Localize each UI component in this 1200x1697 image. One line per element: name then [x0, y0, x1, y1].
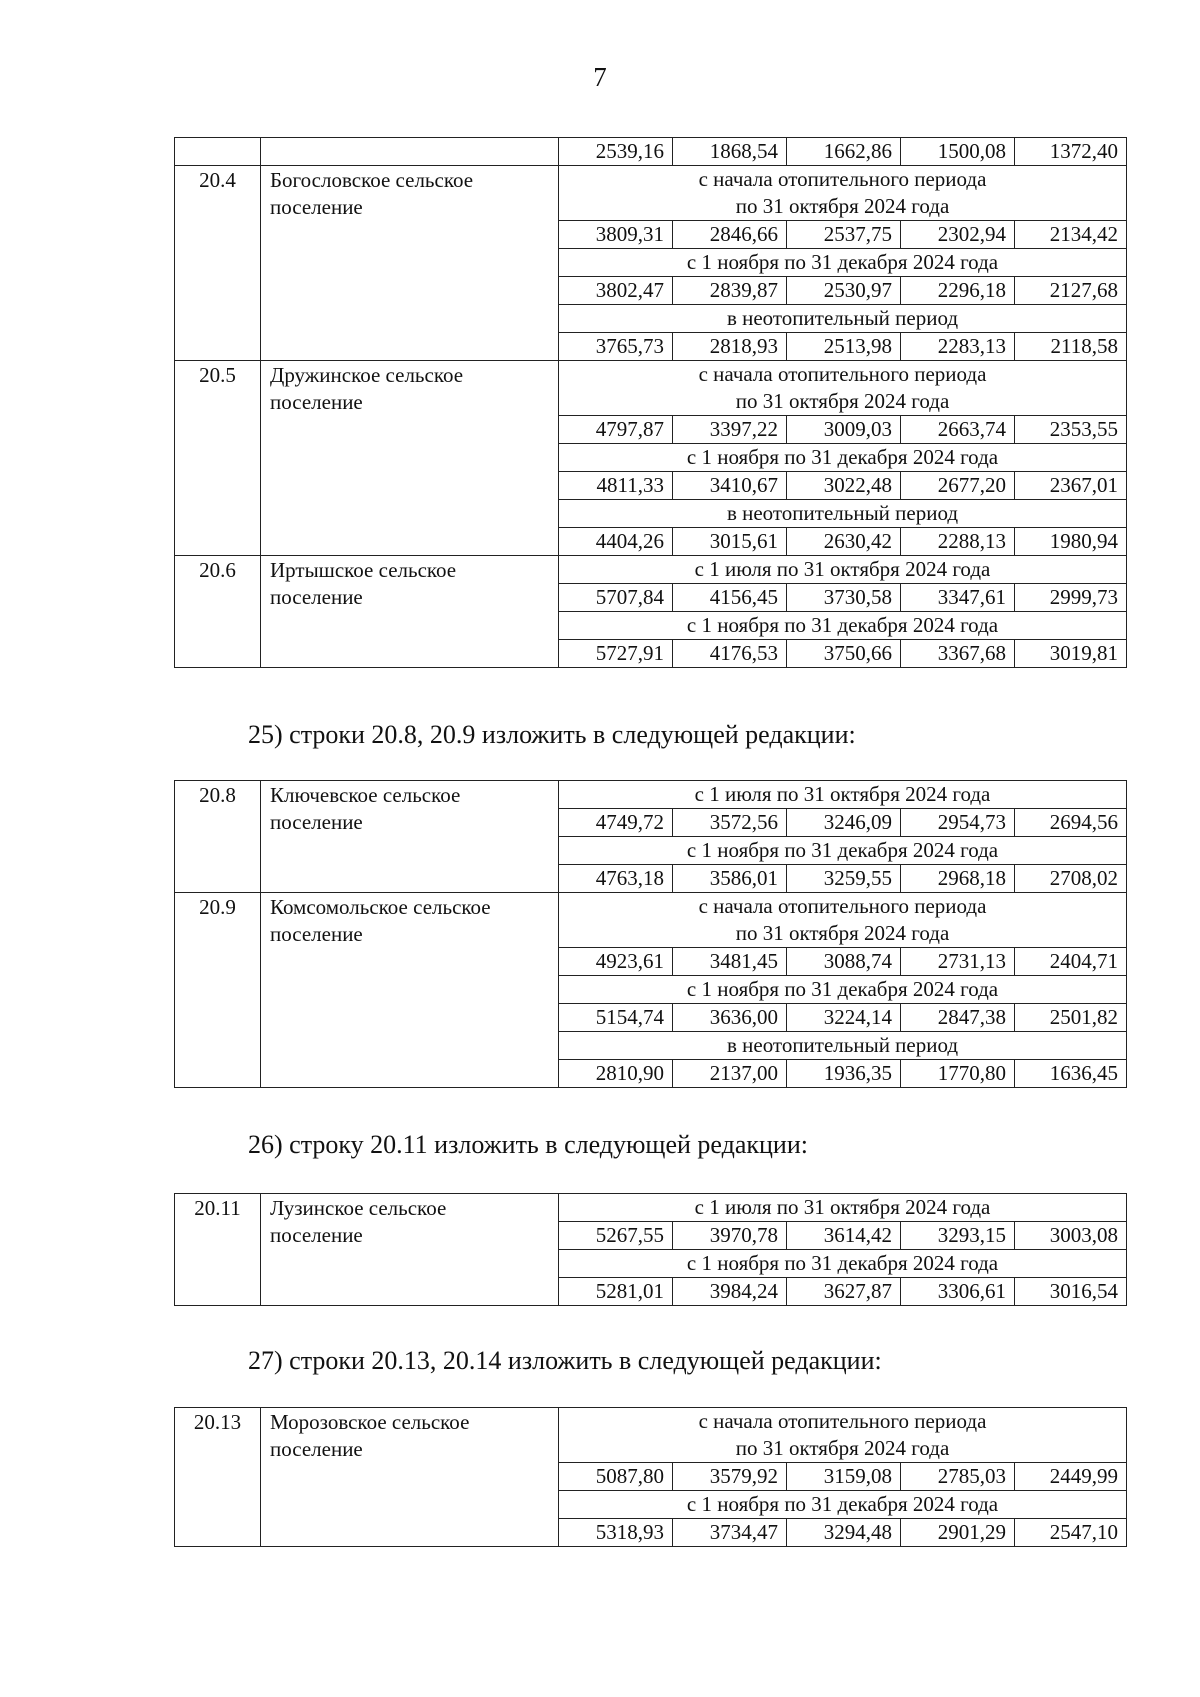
value-cell: 2296,18 — [901, 277, 1015, 305]
value-cell: 4763,18 — [559, 865, 673, 893]
value-cell: 2846,66 — [673, 221, 787, 249]
value-cell: 3003,08 — [1015, 1222, 1127, 1250]
table-row — [175, 781, 1127, 809]
value-cell: 1868,54 — [673, 138, 787, 166]
period-cell — [559, 166, 1127, 221]
settlement-name — [261, 1194, 559, 1306]
value-cell: 3306,61 — [901, 1278, 1015, 1306]
period-cell — [559, 1491, 1127, 1519]
settlement-name-line: Иртышское сельское — [270, 558, 457, 582]
value-cell: 2547,10 — [1015, 1519, 1127, 1547]
period-line: по 31 октября 2024 года — [735, 389, 950, 413]
value-cell: 4156,45 — [673, 584, 787, 612]
value-cell: 2954,73 — [901, 809, 1015, 837]
table-row — [175, 1408, 1127, 1463]
settlement-name-line: поселение — [270, 390, 363, 414]
period-line: с 1 июля по 31 октября 2024 года — [694, 1195, 991, 1219]
period-cell — [559, 837, 1127, 865]
row-number: 20.13 — [175, 1408, 261, 1547]
value-cell: 4749,72 — [559, 809, 673, 837]
period-line: с 1 ноября по 31 декабря 2024 года — [686, 1492, 999, 1516]
value-cell: 2367,01 — [1015, 472, 1127, 500]
period-cell — [559, 444, 1127, 472]
value-cell: 3224,14 — [787, 1004, 901, 1032]
value-cell: 3019,81 — [1015, 640, 1127, 668]
value-cell: 2731,13 — [901, 948, 1015, 976]
period-line: по 31 октября 2024 года — [735, 1436, 950, 1460]
period-line: по 31 октября 2024 года — [735, 921, 950, 945]
period-line: с начала отопительного периода — [698, 362, 987, 386]
settlement-name — [261, 361, 559, 556]
period-line: с начала отопительного периода — [698, 167, 987, 191]
period-cell — [559, 1250, 1127, 1278]
value-cell: 3022,48 — [787, 472, 901, 500]
settlement-name-line: поселение — [270, 585, 363, 609]
value-cell: 2513,98 — [787, 333, 901, 361]
value-cell: 4404,26 — [559, 528, 673, 556]
value-cell: 2302,94 — [901, 221, 1015, 249]
value-cell: 2708,02 — [1015, 865, 1127, 893]
value-cell: 2694,56 — [1015, 809, 1127, 837]
period-line: с начала отопительного периода — [698, 1409, 987, 1433]
empty-cell — [175, 138, 261, 166]
period-line: в неотопительный период — [726, 306, 959, 330]
value-cell: 4797,87 — [559, 416, 673, 444]
value-cell: 5154,74 — [559, 1004, 673, 1032]
settlement-name-line: поселение — [270, 810, 363, 834]
settlement-name — [261, 1408, 559, 1547]
value-cell: 2530,97 — [787, 277, 901, 305]
settlement-name-line: Дружинское сельское — [270, 363, 464, 387]
period-cell — [559, 556, 1127, 584]
value-cell: 3347,61 — [901, 584, 1015, 612]
tariff-table-3 — [174, 1193, 1127, 1306]
value-cell: 1636,45 — [1015, 1060, 1127, 1088]
value-cell: 3088,74 — [787, 948, 901, 976]
value-cell: 2818,93 — [673, 333, 787, 361]
period-cell — [559, 976, 1127, 1004]
period-cell — [559, 612, 1127, 640]
row-number: 20.9 — [175, 893, 261, 1088]
value-cell: 3481,45 — [673, 948, 787, 976]
settlement-name — [261, 893, 559, 1088]
period-line: с 1 июля по 31 октября 2024 года — [694, 782, 991, 806]
period-cell — [559, 1032, 1127, 1060]
period-cell — [559, 1408, 1127, 1463]
period-cell — [559, 249, 1127, 277]
period-line: с 1 ноября по 31 декабря 2024 года — [686, 613, 999, 637]
value-cell: 2449,99 — [1015, 1463, 1127, 1491]
settlement-name-line: Морозовское сельское — [270, 1410, 470, 1434]
value-cell: 2968,18 — [901, 865, 1015, 893]
paragraph-27: 27) строки 20.13, 20.14 изложить в следующей редакции: — [248, 1346, 882, 1375]
value-cell: 1372,40 — [1015, 138, 1127, 166]
table-row — [175, 361, 1127, 416]
settlement-name-line: поселение — [270, 1437, 363, 1461]
settlement-name — [261, 556, 559, 668]
table-row — [175, 893, 1127, 948]
value-cell: 3293,15 — [901, 1222, 1015, 1250]
row-number: 20.8 — [175, 781, 261, 893]
tariff-table-4 — [174, 1407, 1127, 1547]
value-cell: 3730,58 — [787, 584, 901, 612]
value-cell: 2404,71 — [1015, 948, 1127, 976]
value-cell: 3627,87 — [787, 1278, 901, 1306]
settlement-name — [261, 781, 559, 893]
value-cell: 3765,73 — [559, 333, 673, 361]
value-cell: 3015,61 — [673, 528, 787, 556]
value-cell: 3259,55 — [787, 865, 901, 893]
period-line: с начала отопительного периода — [698, 894, 987, 918]
period-line: с 1 ноября по 31 декабря 2024 года — [686, 445, 999, 469]
value-cell: 2663,74 — [901, 416, 1015, 444]
period-line: с 1 ноября по 31 декабря 2024 года — [686, 838, 999, 862]
period-line: с 1 ноября по 31 декабря 2024 года — [686, 977, 999, 1001]
period-cell — [559, 305, 1127, 333]
value-cell: 3750,66 — [787, 640, 901, 668]
settlement-name-line: Богословское сельское — [270, 168, 474, 192]
row-number: 20.4 — [175, 166, 261, 361]
value-cell: 3009,03 — [787, 416, 901, 444]
row-number: 20.11 — [175, 1194, 261, 1306]
settlement-name-line: поселение — [270, 195, 363, 219]
value-cell: 2127,68 — [1015, 277, 1127, 305]
value-cell: 2539,16 — [559, 138, 673, 166]
settlement-name-line: поселение — [270, 922, 363, 946]
tariff-table-1 — [174, 137, 1127, 668]
value-cell: 2283,13 — [901, 333, 1015, 361]
tariff-table-2 — [174, 780, 1127, 1088]
value-cell: 1980,94 — [1015, 528, 1127, 556]
settlement-name-line: Ключевское сельское — [270, 783, 461, 807]
value-cell: 3246,09 — [787, 809, 901, 837]
value-cell: 5087,80 — [559, 1463, 673, 1491]
value-cell: 2353,55 — [1015, 416, 1127, 444]
page-number: 7 — [593, 62, 607, 92]
period-line: по 31 октября 2024 года — [735, 194, 950, 218]
value-cell: 3579,92 — [673, 1463, 787, 1491]
value-cell: 5318,93 — [559, 1519, 673, 1547]
value-cell: 2118,58 — [1015, 333, 1127, 361]
value-cell: 3294,48 — [787, 1519, 901, 1547]
value-cell: 5727,91 — [559, 640, 673, 668]
table-row — [175, 1194, 1127, 1222]
settlement-name-line: поселение — [270, 1223, 363, 1247]
value-cell: 3614,42 — [787, 1222, 901, 1250]
value-cell: 3367,68 — [901, 640, 1015, 668]
value-cell: 2847,38 — [901, 1004, 1015, 1032]
period-cell — [559, 1194, 1127, 1222]
period-line: с 1 июля по 31 октября 2024 года — [694, 557, 991, 581]
period-cell — [559, 500, 1127, 528]
value-cell: 3809,31 — [559, 221, 673, 249]
value-cell: 3572,56 — [673, 809, 787, 837]
value-cell: 5707,84 — [559, 584, 673, 612]
settlement-name-line: Комсомольское сельское — [270, 895, 491, 919]
table-row — [175, 138, 1127, 166]
value-cell: 3636,00 — [673, 1004, 787, 1032]
value-cell: 1500,08 — [901, 138, 1015, 166]
value-cell: 4176,53 — [673, 640, 787, 668]
value-cell: 3397,22 — [673, 416, 787, 444]
value-cell: 3159,08 — [787, 1463, 901, 1491]
value-cell: 2137,00 — [673, 1060, 787, 1088]
value-cell: 2785,03 — [901, 1463, 1015, 1491]
empty-cell — [261, 138, 559, 166]
period-cell — [559, 781, 1127, 809]
value-cell: 2501,82 — [1015, 1004, 1127, 1032]
value-cell: 2537,75 — [787, 221, 901, 249]
row-number: 20.6 — [175, 556, 261, 668]
value-cell: 3734,47 — [673, 1519, 787, 1547]
period-cell — [559, 361, 1127, 416]
value-cell: 1770,80 — [901, 1060, 1015, 1088]
paragraph-26: 26) строку 20.11 изложить в следующей редакции: — [248, 1130, 808, 1159]
value-cell: 1662,86 — [787, 138, 901, 166]
value-cell: 3802,47 — [559, 277, 673, 305]
value-cell: 3984,24 — [673, 1278, 787, 1306]
value-cell: 2677,20 — [901, 472, 1015, 500]
period-cell — [559, 893, 1127, 948]
value-cell: 3586,01 — [673, 865, 787, 893]
value-cell: 3016,54 — [1015, 1278, 1127, 1306]
row-number: 20.5 — [175, 361, 261, 556]
settlement-name-line: Лузинское сельское — [270, 1196, 447, 1220]
value-cell: 2839,87 — [673, 277, 787, 305]
table-row — [175, 166, 1127, 221]
paragraph-25: 25) строки 20.8, 20.9 изложить в следующей редакции: — [248, 720, 856, 749]
value-cell: 2630,42 — [787, 528, 901, 556]
value-cell: 2901,29 — [901, 1519, 1015, 1547]
period-line: с 1 ноября по 31 декабря 2024 года — [686, 1251, 999, 1275]
value-cell: 5281,01 — [559, 1278, 673, 1306]
value-cell: 3410,67 — [673, 472, 787, 500]
value-cell: 4811,33 — [559, 472, 673, 500]
value-cell: 2999,73 — [1015, 584, 1127, 612]
period-line: в неотопительный период — [726, 1033, 959, 1057]
value-cell: 2288,13 — [901, 528, 1015, 556]
table-row — [175, 556, 1127, 584]
value-cell: 5267,55 — [559, 1222, 673, 1250]
value-cell: 2134,42 — [1015, 221, 1127, 249]
settlement-name — [261, 166, 559, 361]
period-line: с 1 ноября по 31 декабря 2024 года — [686, 250, 999, 274]
period-line: в неотопительный период — [726, 501, 959, 525]
value-cell: 3970,78 — [673, 1222, 787, 1250]
value-cell: 4923,61 — [559, 948, 673, 976]
value-cell: 1936,35 — [787, 1060, 901, 1088]
value-cell: 2810,90 — [559, 1060, 673, 1088]
